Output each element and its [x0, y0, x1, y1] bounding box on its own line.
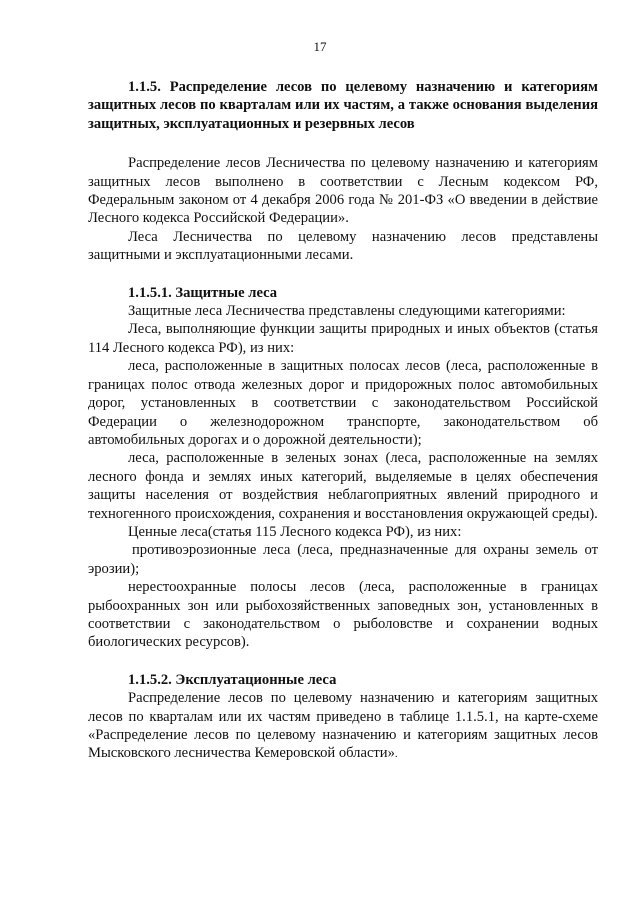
- subsection-paragraph: нерестоохранные полосы лесов (леса, расположенные в границах рыбоохранных зон или рыбохозяйственных заповедных зон, установленных в соответствии с законодательством о рыболовстве и сохранении водных биологических ресурсов).: [88, 579, 598, 651]
- subsection-paragraph: Ценные леса(статья 115 Лесного кодекса РФ), из них:: [128, 523, 462, 540]
- subsection-paragraph: Леса, выполняющие функции защиты природных и иных объектов (статья 114 Лесного кодекса РФ), из них:: [88, 321, 598, 356]
- page-number: 17: [313, 39, 327, 54]
- page-content: [88, 78, 598, 764]
- spacer: [88, 652, 598, 671]
- section-paragraph: Распределение лесов Лесничества по целевому назначению и категориям защитных лесов выполнено в соответствии с Лесным кодексом РФ, Федеральным законом от 4 декабря 2006 года № 201-ФЗ «О введении в действие Лесного кодекса Российской Федерации».: [88, 155, 598, 227]
- spacer: [88, 265, 598, 284]
- subsection-paragraph: Защитные леса Лесничества представлены следующими категориями:: [128, 303, 566, 320]
- section-heading: 1.1.5. Распределение лесов по целевому назначению и категориям защитных лесов по кварталам или их частям, а также основания выделения защитных, эксплуатационных и резервных лесов: [88, 79, 598, 132]
- subsection-paragraph: леса, расположенные в защитных полосах лесов (леса, расположенные в границах полос отвода железных дорог и придорожных полос автомобильных дорог, установленных в соответствии с законодательством Российской Федерации о железнодорожном транспорте, законодательством об автомобильных дорогах и о дорожной деятельности);: [88, 358, 598, 448]
- subsection-heading-protective: 1.1.5.1. Защитные леса: [128, 284, 278, 301]
- subsection-paragraph: противоэрозионные леса (леса, предназначенные для охраны земель от эрозии);: [88, 542, 598, 577]
- spacer: [88, 133, 598, 154]
- paragraph-text: Распределение лесов по целевому назначению и категориям защитных лесов по кварталам или их частям приведено в таблице 1.1.5.1, на карте-схеме «Распределение лесов по целевому назначению и категориям защитных лесов Мысковского лесничества Кемеровской области»: [88, 690, 598, 762]
- paragraph-end-mark: .: [394, 748, 398, 761]
- section-paragraph: Леса Лесничества по целевому назначению лесов представлены защитными и эксплуатационными лесами.: [88, 228, 598, 264]
- subsection-heading-exploitation: 1.1.5.2. Эксплуатационные леса: [128, 671, 337, 688]
- subsection-paragraph: леса, расположенные в зеленых зонах (леса, расположенные на землях лесного фонда и землях иных категорий, выделяемые в целях обеспечения защиты населения от воздействия неблагоприятных явлений природного и техногенного происхождения, сохранения и восстановления окружающей среды).: [88, 450, 598, 522]
- subsection-paragraph: [88, 689, 598, 764]
